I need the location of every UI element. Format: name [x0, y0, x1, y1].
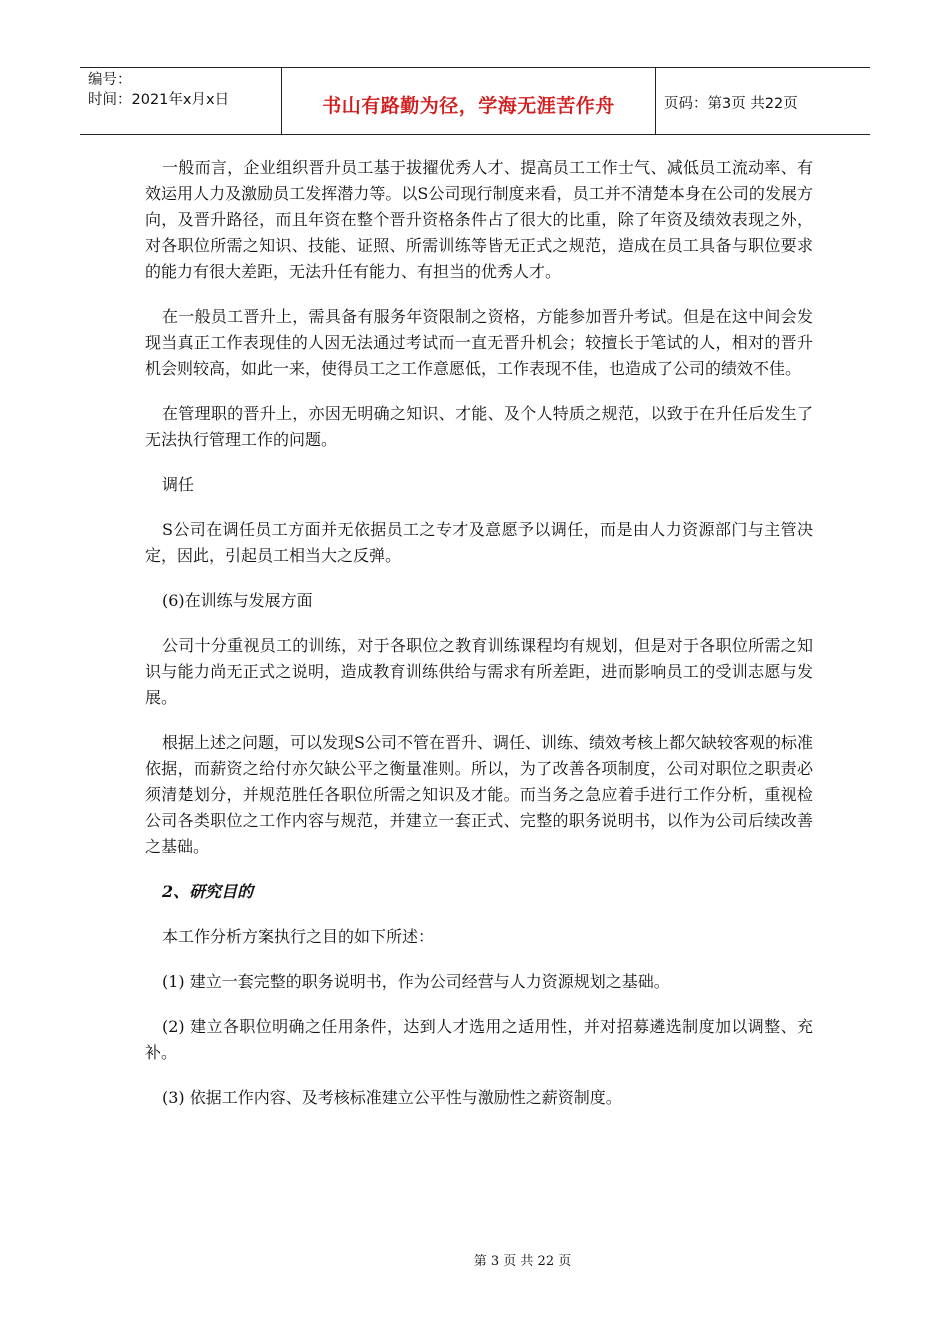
header-motto: 书山有路勤为径，学海无涯苦作舟 — [282, 68, 656, 134]
header-meta — [80, 68, 282, 134]
page-footer: 第 3 页 共 22 页 — [473, 1254, 572, 1269]
subsection-title-training: (6)在训练与发展方面 — [162, 591, 313, 610]
document-body — [145, 155, 813, 1130]
paragraph: 在管理职的晋升上，亦因无明确之知识、才能、及个人特质之规范，以致于在升任后发生了无法执行管理工作的问题。 — [145, 404, 813, 449]
paragraph: 公司十分重视员工的训练，对于各职位之教育训练课程均有规划，但是对于各职位所需之知识与能力尚无正式之说明，造成教育训练供给与需求有所差距，进而影响员工的受训志愿与发展。 — [145, 636, 813, 707]
subsection-title-transfer: 调任 — [162, 475, 195, 494]
list-item: (3) 依据工作内容、及考核标准建立公平性与激励性之薪资制度。 — [162, 1088, 622, 1107]
document-date-label: 时间：2021年x月x日 — [88, 92, 230, 108]
list-item: (1) 建立一套完整的职务说明书，作为公司经营与人力资源规划之基础。 — [162, 972, 670, 991]
document-number-label: 编号： — [88, 72, 132, 88]
page-header — [80, 67, 870, 135]
paragraph: 一般而言，企业组织晋升员工基于拔擢优秀人才、提高员工工作士气、减低员工流动率、有效运用人力及激励员工发挥潜力等。以S公司现行制度来看，员工并不清楚本身在公司的发展方向，及晋升路径，而且年资在整个晋升资格条件占了很大的比重，除了年资及绩效表现之外，对各职位所需之知识、技能、证照、所需训练等皆无正式之规范，造成在员工具备与职位要求的能力有很大差距，无法升任有能力、有担当的优秀人才。 — [145, 158, 813, 281]
paragraph: 根据上述之问题，可以发现S公司不管在晋升、调任、训练、绩效考核上都欠缺较客观的标准依据，而薪资之给付亦欠缺公平之衡量准则。所以，为了改善各项制度，公司对职位之职责必须清楚划分，并规范胜任各职位所需之知识及才能。而当务之急应着手进行工作分析，重视检公司各类职位之工作内容与规范，并建立一套正式、完整的职务说明书，以作为公司后续改善之基础。 — [145, 733, 813, 856]
list-item: (2) 建立各职位明确之任用条件，达到人才选用之适用性，并对招募遴选制度加以调整、充补。 — [145, 1017, 813, 1062]
paragraph: 本工作分析方案执行之目的如下所述： — [162, 927, 435, 946]
section-heading: 2、研究目的 — [162, 882, 254, 901]
paragraph: S公司在调任员工方面并无依据员工之专才及意愿予以调任，而是由人力资源部门与主管决定，因此，引起员工相当大之反弹。 — [145, 520, 813, 565]
header-page-number: 页码：第3页 共22页 — [664, 95, 798, 112]
paragraph: 在一般员工晋升上，需具备有服务年资限制之资格，方能参加晋升考试。但是在这中间会发现当真正工作表现佳的人因无法通过考试而一直无晋升机会；较擅长于笔试的人，相对的晋升机会则较高，如此一来，使得员工之工作意愿低，工作表现不佳，也造成了公司的绩效不佳。 — [145, 307, 813, 378]
